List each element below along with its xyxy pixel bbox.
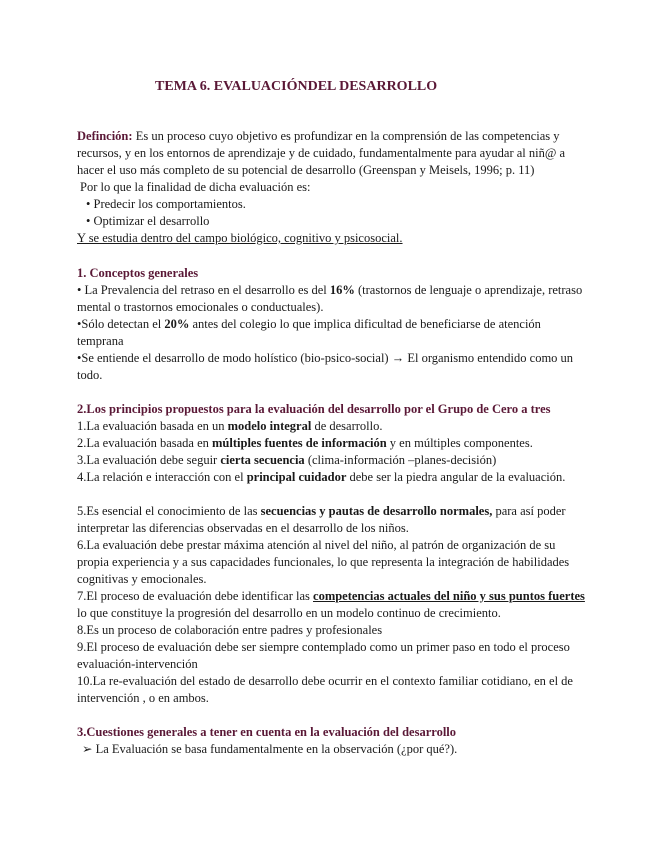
bullet-item: • Predecir los comportamientos. [86, 197, 246, 211]
text-span: 7.El proceso de evaluación debe identificar las [77, 589, 314, 603]
bold-text: cierta secuencia [220, 453, 305, 467]
text-span: de desarrollo. [311, 419, 383, 433]
text-span: 3.La evaluación debe seguir [77, 453, 221, 467]
section-heading: 2.Los principios propuestos para la evaluación del desarrollo por el Grupo de Cero a tres [77, 402, 551, 416]
bold-underlined-text: competencias actuales del niño y sus puntos fuertes [313, 589, 585, 603]
list-item: ➢ La Evaluación se basa fundamentalmente en la observación (¿por qué?). [82, 742, 458, 756]
bold-text: secuencias y pautas de desarrollo normales, [260, 504, 493, 518]
bold-text: múltiples fuentes de información [212, 436, 387, 450]
paragraph [77, 316, 587, 350]
text-span: 1.La evaluación basada en un [77, 419, 228, 433]
text-span: (trastornos de lenguaje o aprendizaje, retraso mental o trastornos emocionales o conductuales). [77, 283, 583, 314]
text-span: • La Prevalencia del retraso en el desarrollo es del [77, 283, 330, 297]
page-title: TEMA 6. EVALUACIÓNDEL DESARROLLO [155, 79, 438, 94]
text-span: para así poder interpretar las diferencias observadas en el desarrollo de los niños. [77, 504, 566, 535]
list-item: 9.El proceso de evaluación debe ser siempre contemplado como un primer paso en todo el proceso evaluación-intervención [77, 640, 570, 671]
definition-label: Definción: [77, 129, 133, 143]
bold-text: 16% [329, 283, 355, 297]
section-heading: 1. Conceptos generales [77, 266, 199, 280]
finalidad-text: Por lo que la finalidad de dicha evaluación es: [80, 180, 311, 194]
bold-text: 20% [164, 317, 190, 331]
text-span: y en múltiples componentes. [386, 436, 533, 450]
underlined-line [77, 230, 587, 247]
text-span: debe ser la piedra angular de la evaluación. [346, 470, 566, 484]
paragraph [77, 282, 587, 316]
section-heading: 3.Cuestiones generales a tener en cuenta en la evaluación del desarrollo [77, 725, 457, 739]
bold-text: modelo integral [227, 419, 312, 433]
paragraph: •Se entiende el desarrollo de modo holístico (bio-psico-social) → El organismo entendido como un todo. [77, 351, 574, 382]
list-item: 8.Es un proceso de colaboración entre padres y profesionales [77, 623, 383, 637]
text-span: antes del colegio lo que implica dificultad de beneficiarse de atención temprana [77, 317, 541, 348]
bullet-item: • Optimizar el desarrollo [86, 214, 210, 228]
text-span: 5.Es esencial el conocimiento de las [77, 504, 261, 518]
text-span: lo que constituye la progresión del desarrollo en un modelo continuo de crecimiento. [77, 606, 501, 620]
underlined-text: Y se estudia dentro del campo biológico, cognitivo y psicosocial. [77, 231, 403, 245]
definition-text: Es un proceso cuyo objetivo es profundizar en la comprensión de las competencias y recursos, y en los entornos de aprendizaje y de cuidado, fundamentalmente para ayudar al niñ@ a hacer el uso más completo de su potencial de desarrollo (Greenspan y Meisels, 1996; p. 11) [77, 129, 566, 177]
list-item [77, 418, 587, 435]
bold-text: principal cuidador [246, 470, 347, 484]
list-item [77, 452, 587, 469]
definition-paragraph [77, 128, 587, 179]
text-span: (clima-información –planes-decisión) [304, 453, 497, 467]
list-item [77, 503, 587, 537]
list-item [77, 435, 587, 452]
text-span: 4.La relación e interacción con el [77, 470, 247, 484]
list-item: 10.La re-evaluación del estado de desarrollo debe ocurrir en el contexto familiar cotidiano, en el de intervención , o en ambos. [77, 674, 573, 705]
list-item [77, 588, 587, 622]
list-item: 6.La evaluación debe prestar máxima atención al nivel del niño, al patrón de organización de su propia experiencia y a sus capacidades funcionales, lo que representa la integración de habilidades cognitivas y emocionales. [77, 538, 570, 586]
text-span: 2.La evaluación basada en [77, 436, 213, 450]
list-item [77, 469, 587, 486]
text-span: •Sólo detectan el [77, 317, 165, 331]
